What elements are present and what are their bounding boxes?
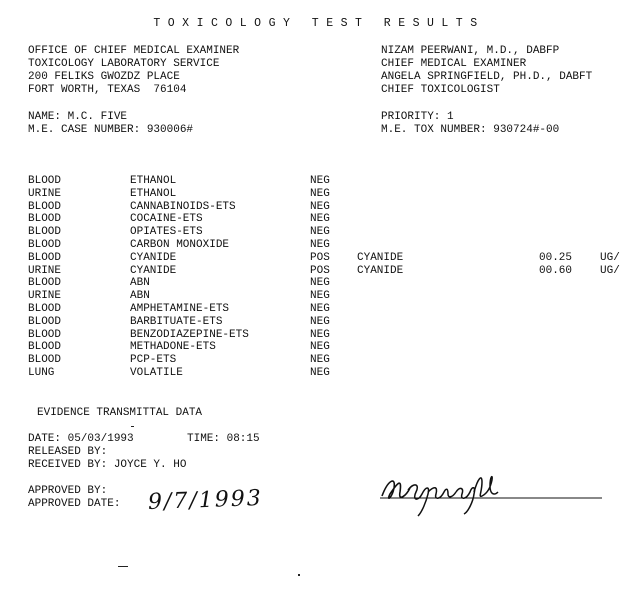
compound: CYANIDE	[357, 251, 404, 264]
office-name: OFFICE OF CHIEF MEDICAL EXAMINER	[28, 45, 240, 57]
test-name: CYANIDE	[130, 264, 177, 277]
received-by: RECEIVED BY: JOYCE Y. HO	[28, 459, 187, 471]
result: NEG	[310, 354, 330, 367]
unit: UG/	[600, 251, 620, 264]
result: NEG	[310, 328, 330, 341]
scan-speck	[298, 574, 300, 576]
specimen: BLOOD	[28, 200, 62, 213]
test-name: BENZODIAZEPINE-ETS	[130, 328, 249, 341]
scan-mark	[118, 566, 128, 567]
transmittal-date: DATE: 05/03/1993	[28, 433, 134, 445]
toxicologist-title: CHIEF TOXICOLOGIST	[381, 84, 500, 96]
medical-examiner-title: CHIEF MEDICAL EXAMINER	[381, 58, 527, 70]
test-name: AMPHETAMINE-ETS	[130, 303, 230, 315]
specimen: BLOOD	[28, 175, 62, 187]
lab-service: TOXICOLOGY LABORATORY SERVICE	[28, 58, 220, 70]
result: NEG	[310, 341, 330, 354]
test-name: CANNABINOIDS-ETS	[130, 200, 236, 213]
table-row	[0, 368, 638, 381]
signature	[378, 472, 604, 520]
approved-date-label: APPROVED DATE:	[28, 498, 121, 510]
specimen: BLOOD	[28, 277, 62, 290]
medical-examiner-name: NIZAM PEERWANI, M.D., DABFP	[381, 45, 560, 57]
unit: UG/	[600, 264, 620, 277]
concentration: 00.60	[539, 264, 573, 277]
test-name: ABN	[130, 277, 150, 290]
test-name: OPIATES-ETS	[130, 226, 203, 239]
result: POS	[310, 251, 330, 264]
result: NEG	[310, 226, 330, 239]
table-row	[0, 189, 638, 202]
specimen: URINE	[28, 264, 62, 277]
result: NEG	[310, 213, 330, 226]
specimen: URINE	[28, 187, 62, 200]
tox-number: M.E. TOX NUMBER: 930724#-00	[381, 124, 560, 136]
test-name: PCP-ETS	[130, 354, 177, 367]
street-address: 200 FELIKS GWOZDZ PLACE	[28, 71, 180, 83]
result: NEG	[310, 200, 330, 213]
specimen: BLOOD	[28, 315, 62, 328]
specimen: LUNG	[28, 367, 55, 379]
case-number: M.E. CASE NUMBER: 930006#	[28, 124, 194, 136]
test-name: VOLATILE	[130, 367, 183, 379]
priority: PRIORITY: 1	[381, 111, 454, 123]
result: NEG	[310, 367, 330, 379]
specimen: BLOOD	[28, 239, 62, 251]
compound: CYANIDE	[357, 264, 404, 277]
specimen: URINE	[28, 290, 62, 303]
document-title: TOXICOLOGY TEST RESULTS	[153, 17, 485, 30]
specimen: BLOOD	[28, 251, 62, 264]
transmittal-time: TIME: 08:15	[187, 433, 260, 445]
specimen: BLOOD	[28, 341, 62, 354]
specimen: BLOOD	[28, 328, 62, 341]
released-by: RELEASED BY:	[28, 446, 108, 458]
specimen: BLOOD	[28, 226, 62, 239]
test-name: CYANIDE	[130, 251, 177, 264]
specimen: BLOOD	[28, 354, 62, 367]
test-name: CARBON MONOXIDE	[130, 239, 230, 251]
table-row	[0, 317, 638, 330]
concentration: 00.25	[539, 251, 573, 264]
result: NEG	[310, 239, 330, 251]
result: NEG	[310, 303, 330, 315]
decedent-name: NAME: M.C. FIVE	[28, 111, 128, 123]
approved-by-label: APPROVED BY:	[28, 485, 108, 497]
test-name: BARBITUATE-ETS	[130, 315, 223, 328]
test-name: METHADONE-ETS	[130, 341, 216, 354]
specimen: BLOOD	[28, 303, 62, 315]
scan-speck	[131, 426, 134, 427]
city-state-zip: FORT WORTH, TEXAS 76104	[28, 84, 187, 96]
result: NEG	[310, 175, 330, 187]
specimen: BLOOD	[28, 213, 62, 226]
result: NEG	[310, 277, 330, 290]
toxicologist-name: ANGELA SPRINGFIELD, PH.D., DABFT	[381, 71, 593, 83]
test-name: ABN	[130, 290, 150, 303]
evidence-heading: EVIDENCE TRANSMITTAL DATA	[37, 407, 203, 419]
result: NEG	[310, 290, 330, 303]
result: NEG	[310, 187, 330, 200]
test-name: ETHANOL	[130, 175, 177, 187]
result: POS	[310, 264, 330, 277]
result: NEG	[310, 315, 330, 328]
test-name: ETHANOL	[130, 187, 177, 200]
signature-scribble	[378, 472, 604, 520]
table-row	[0, 253, 638, 266]
test-name: COCAINE-ETS	[130, 213, 203, 226]
handwritten-approved-date: 9/7/1993	[147, 486, 264, 515]
